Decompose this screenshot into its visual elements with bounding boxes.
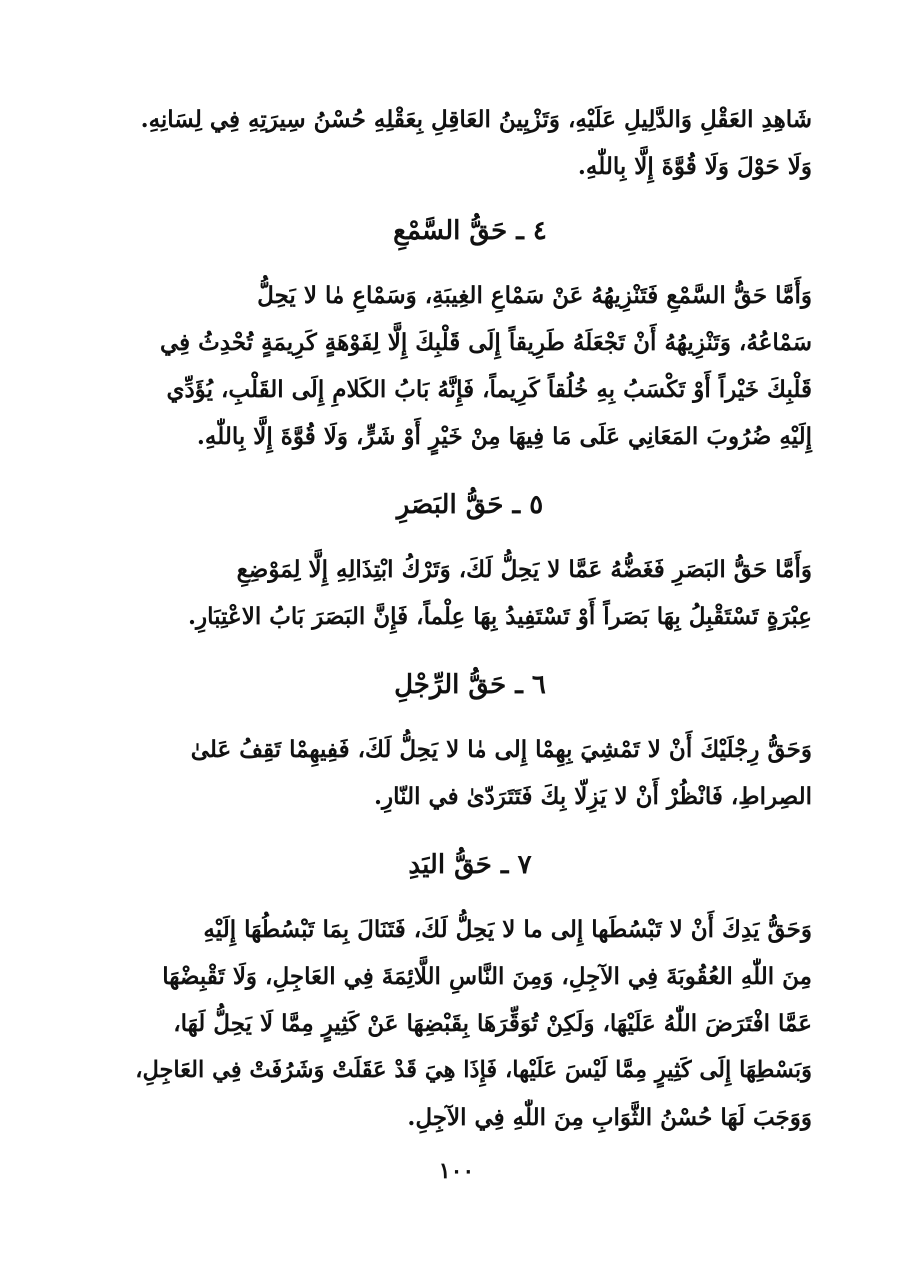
hearing-line-1: وَأَمَّا حَقُّ السَّمْعِ فَتَنْزِيهُهُ عَنْ سَمْاعِ الغِيبَةِ، وَسَمْاعِ مٰا لا يَحِلُّ — [257, 282, 812, 309]
page-body — [128, 96, 812, 1141]
feet-line-2: الصِراطِ، فَانْظُرْ أَنْ لا يَزِلّا بِكَ فَتَتَرَدّىٰ في النّارِ. — [374, 783, 812, 810]
sight-line-2: عِبْرَةٍ تَسْتَقْبِلُ بِهَا بَصَراً أَوْ تَسْتَفِيدُ بِهَا عِلْماً، فَإِنَّ البَصَرَ بَابُ الاعْتِبَارِ. — [187, 603, 812, 630]
hearing-line-3: قَلْبِكَ خَيْراً أَوْ تَكْسَبُ بِهِ خُلُقاً كَرِيماً، فَإِنَّهُ بَابُ الكَلامِ إِلَى القَلْبِ، يُؤَدِّي — [166, 376, 812, 403]
sight-line-1: وَأَمَّا حَقُّ البَصَرِ فَغَضُّهُ عَمَّا لا يَحِلُّ لَكَ، وَتَرْكُ ابْتِذَالِهِ إِلَّا لِمَوْضِعِ — [236, 556, 812, 583]
hand-line-5: وَوَجَبَ لَهَا حُسْنُ الثَّوَابِ مِنَ اللّٰهِ فِي الآجِلِ. — [407, 1104, 812, 1131]
section-heading-hearing: ٤ ـ حَقُّ السَّمْعِ — [393, 216, 547, 246]
section-heading-feet: ٦ ـ حَقُّ الرِّجْلِ — [394, 670, 546, 700]
opening-line-2: وَلَا حَوْلَ وَلَا قُوَّةَ إِلَّا بِاللّٰهِ. — [577, 153, 812, 180]
section-paragraph-sight — [128, 546, 812, 640]
section-paragraph-feet — [128, 726, 812, 820]
hand-line-4: وَبَسْطِهَا إِلَى كَثِيرٍ مِمَّا لَيْسَ عَلَيْها، فَإِذَا هِيَ قَدْ عَقَلَتْ وَشَرُفَتْ فِي العَاجِلِ، — [135, 1057, 812, 1083]
section-heading-sight: ٥ ـ حَقُّ البَصَرِ — [396, 490, 544, 520]
feet-line-1: وَحَقُّ رِجْلَيْكَ أَنْ لا تَمْشِيَ بِهِمْا إِلى مٰا لا يَحِلُّ لَكَ، فَفِيهِمْا تَقِفُ عَلىٰ — [190, 736, 812, 763]
hand-line-3: عَمَّا افْتَرَضَ اللّٰهُ عَلَيْهَا، وَلَكِنْ تُوَقِّرَهَا بِقَبْضِهَا عَنْ كَثِيرٍ مِمَّا لَا يَحِلُّ لَهَا، — [173, 1010, 812, 1037]
opening-line-1: شَاهِدِ العَقْلِ وَالدَّلِيلِ عَلَيْهِ، وَتَزْيِينُ العَاقِلِ بِعَقْلِهِ حُسْنُ سِيرَتِهِ فِي لِسَانِهِ. — [140, 106, 812, 133]
section-paragraph-hearing — [128, 272, 812, 460]
page-number: ١٠٠ — [438, 1158, 475, 1184]
section-paragraph-hand — [128, 906, 812, 1141]
hearing-line-4: إِلَيْهِ ضُرُوبَ المَعَانِي عَلَى مَا فِيهَا مِنْ خَيْرٍ أَوْ شَرٍّ، وَلَا قُوَّةَ إِلَّا بِاللّٰهِ. — [196, 423, 812, 450]
section-heading-hand: ٧ ـ حَقُّ اليَدِ — [408, 850, 532, 880]
hand-line-1: وَحَقُّ يَدِكَ أَنْ لا تَبْسُطَها إِلى ما لا يَحِلُّ لَكَ، فَتَنَالَ بِمَا تَبْسُطُهَا إِلَيْهِ — [203, 916, 812, 943]
opening-paragraph — [128, 96, 812, 190]
hand-line-2: مِنَ اللّٰهِ العُقُوبَةَ فِي الآجِلِ، وَمِنَ النَّاسِ اللَّائِمَةَ فِي العَاجِلِ، وَلَا تَقْبِضْهَا — [162, 963, 812, 990]
hearing-line-2: سَمْاعُهُ، وَتَنْزِيهُهُ أَنْ تَجْعَلَهُ طَرِيقاً إِلَى قَلْبِكَ إِلَّا لِفَوْهَةٍ كَرِيمَةٍ تُحْدِثُ فِي — [159, 329, 812, 356]
